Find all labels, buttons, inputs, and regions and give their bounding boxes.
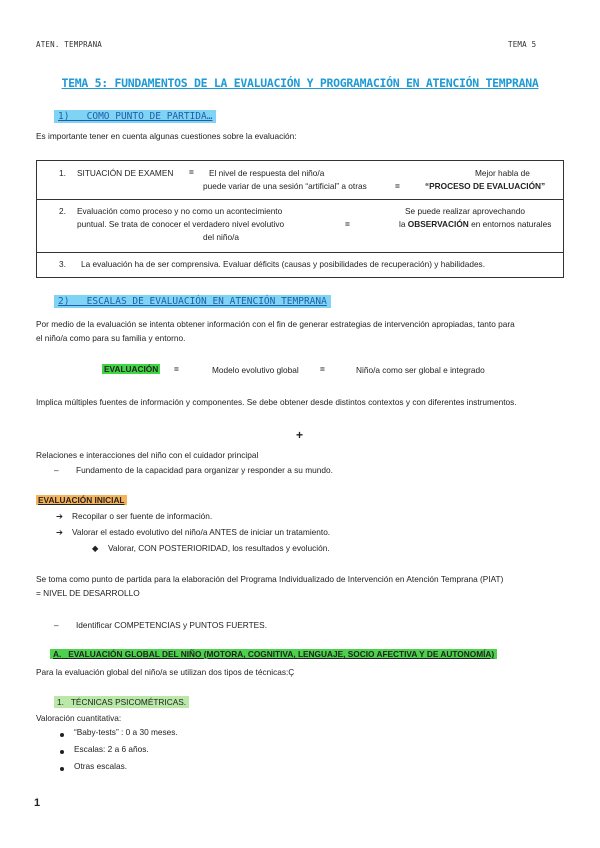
row2-right-line2 bbox=[399, 219, 551, 229]
paragraph-3: Para la evaluación global del niño/a se utilizan dos tipos de técnicas:Ç bbox=[36, 667, 295, 677]
row1-desc-line1: El nivel de respuesta del niño/a bbox=[209, 168, 325, 178]
section-a-highlight bbox=[50, 649, 497, 659]
row1-right-line2: “PROCESO DE EVALUACIÓN” bbox=[425, 181, 546, 191]
piat-line1: Se toma como punto de partida para la elaboración del Programa Individualizado de Intervención en Atención Temprana (PIAT) bbox=[36, 574, 504, 584]
tecnicas-title: TÉCNICAS PSICOMÉTRICAS. bbox=[70, 697, 187, 707]
valoracion-text: Valoración cuantitativa: bbox=[36, 713, 122, 723]
running-header-right: TEMA 5 bbox=[508, 40, 537, 49]
list-item: Escalas: 2 a 6 años. bbox=[74, 744, 149, 754]
paragraph-1-line1: Por medio de la evaluación se intenta obtener información con el fin de generar estrategias de intervención apropiadas, tanto para bbox=[36, 319, 515, 329]
table-row bbox=[37, 253, 564, 278]
list-item: Recopilar o ser fuente de información. bbox=[72, 511, 213, 521]
list-item: Valorar el estado evolutivo del niño/a ANTES de iniciar un tratamiento. bbox=[72, 527, 331, 537]
equation-term-modelo: Modelo evolutivo global bbox=[212, 365, 299, 375]
intro-text: Es importante tener en cuenta algunas cuestiones sobre la evaluación: bbox=[36, 131, 297, 141]
row2-observacion: OBSERVACIÓN bbox=[407, 219, 469, 229]
fundamento-text: Fundamento de la capacidad para organizar y responder a su mundo. bbox=[76, 465, 333, 475]
list-subitem: Valorar, CON POSTERIORIDAD, los resultados y evolución. bbox=[108, 543, 330, 553]
paragraph-1-line2: el niño/a como para su familia y entorno. bbox=[36, 333, 186, 343]
evaluacion-inicial-title: EVALUACIÓN INICIAL bbox=[38, 495, 125, 505]
section-2-number: 2) bbox=[58, 296, 70, 307]
bullet-icon bbox=[60, 729, 64, 739]
row3-text: La evaluación ha de ser comprensiva. Evaluar déficits (causas y posibilidades de recuperación) y habilidades. bbox=[81, 259, 486, 269]
page-number: 1 bbox=[34, 797, 41, 809]
equation-equals-1: = bbox=[174, 364, 179, 374]
row1-number: 1. bbox=[59, 168, 66, 178]
dash-marker-1: – bbox=[54, 465, 59, 475]
row1-desc-line2: puede variar de una sesión “artificial” a otras bbox=[203, 181, 367, 191]
row2-equals: = bbox=[345, 219, 350, 229]
arrow-icon: ➔ bbox=[56, 527, 63, 537]
section-2-title: ESCALAS DE EVALUACIÓN EN ATENCIÓN TEMPRANA bbox=[86, 296, 327, 307]
row2-line2: puntual. Se trata de conocer el verdadero nivel evolutivo bbox=[77, 219, 285, 229]
section-1-heading bbox=[54, 111, 216, 122]
dash-marker-2: – bbox=[54, 620, 59, 630]
row1-equals-1: = bbox=[189, 167, 194, 177]
bullet-icon bbox=[60, 763, 64, 773]
relaciones-text: Relaciones e interacciones del niño con el cuidador principal bbox=[36, 450, 259, 460]
section-1-title: COMO PUNTO DE PARTIDA… bbox=[86, 111, 213, 122]
evaluacion-highlight: EVALUACIÓN bbox=[104, 364, 159, 374]
row2-right-line1: Se puede realizar aprovechando bbox=[405, 206, 525, 216]
arrow-icon: ➔ bbox=[56, 511, 63, 521]
bullet-icon bbox=[60, 746, 64, 756]
piat-line2: = NIVEL DE DESARROLLO bbox=[36, 588, 140, 598]
evaluation-table bbox=[36, 160, 564, 278]
section-1-highlight bbox=[54, 110, 216, 123]
equation-equals-2: = bbox=[320, 364, 325, 374]
row2-right-post: en entornos naturales bbox=[468, 219, 552, 229]
equation-term-nino: Niño/a como ser global e integrado bbox=[356, 365, 485, 375]
row1-label: SITUACIÓN DE EXAMEN bbox=[77, 168, 174, 178]
section-1-number: 1) bbox=[58, 111, 70, 122]
row1-equals-2: = bbox=[395, 181, 400, 191]
equation-term-evaluacion bbox=[102, 364, 160, 374]
row2-right-pre: la bbox=[399, 219, 408, 229]
table-row bbox=[37, 161, 564, 200]
identificar-text: Identificar COMPETENCIAS y PUNTOS FUERTES. bbox=[76, 620, 268, 630]
section-a-heading bbox=[50, 649, 497, 659]
page-title: TEMA 5: FUNDAMENTOS DE LA EVALUACIÓN Y PROGRAMACIÓN EN ATENCIÓN TEMPRANA bbox=[61, 76, 539, 90]
section-a-letter: A. bbox=[53, 649, 62, 659]
tecnicas-number: 1. bbox=[57, 697, 64, 707]
row2-line3: del niño/a bbox=[203, 232, 239, 242]
row2-line1: Evaluación como proceso y no como un acontecimiento bbox=[77, 206, 283, 216]
section-2-heading bbox=[54, 296, 331, 307]
list-item: “Baby-tests” : 0 a 30 meses. bbox=[74, 727, 178, 737]
running-header-left: ATEN. TEMPRANA bbox=[36, 40, 103, 49]
evaluacion-inicial-heading bbox=[36, 495, 127, 505]
row2-number: 2. bbox=[59, 206, 66, 216]
row1-right-line1: Mejor habla de bbox=[475, 168, 530, 178]
row3-number: 3. bbox=[59, 259, 66, 269]
section-2-highlight bbox=[54, 295, 331, 308]
tecnicas-heading bbox=[54, 697, 189, 707]
section-a-title: EVALUACIÓN GLOBAL DEL NIÑO (MOTORA, COGNITIVA, LENGUAJE, SOCIO AFECTIVA Y DE AUTONOMÍA) bbox=[68, 649, 495, 659]
paragraph-2: Implica múltiples fuentes de información y componentes. Se debe obtener desde distintos contextos y con diferentes instrumentos. bbox=[36, 397, 517, 407]
tecnicas-highlight bbox=[54, 696, 189, 708]
plus-sign: + bbox=[296, 428, 304, 442]
diamond-icon: ◆ bbox=[92, 543, 99, 553]
table-row bbox=[37, 200, 564, 253]
list-item: Otras escalas. bbox=[74, 761, 128, 771]
